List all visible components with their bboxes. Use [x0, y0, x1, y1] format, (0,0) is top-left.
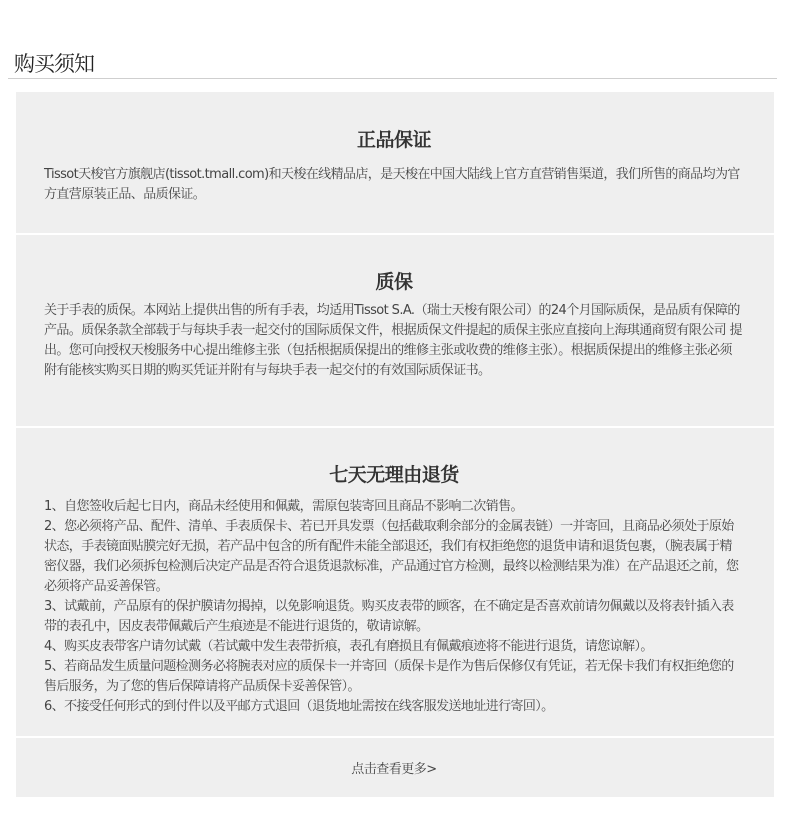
section-body: [44, 497, 744, 717]
view-more-button[interactable]: [16, 738, 774, 797]
return-rule-3: 3、试戴前，产品原有的保护膜请勿揭掉，以免影响退货。购买皮表带的顾客，在不确定是否喜欢前请勿佩戴以及将表针插入表带的表孔中，因皮表带佩戴后产生痕迹是不能进行退货的，敬请谅解。: [44, 599, 734, 634]
section-seven-day-return: [16, 428, 774, 736]
section-body: [44, 301, 744, 381]
paragraph: 关于手表的质保。本网站上提供出售的所有手表，均适用Tissot S.A.（瑞士天梭有限公司）的24个月国际质保，是品质有保障的产品。质保条款全部载于与每块手表一起交付的国际质保文件，根据质保文件提起的质保主张应直接向上海琪通商贸有限公司 提出。您可向授权天梭服务中心提出维修主张（包括根据质保提出的维修主张或收费的维修主张）。根据质保提出的维修主张必须附有能核实购买日期的购买凭证并附有与每块手表一起交付的有效国际质保证书。: [44, 303, 742, 378]
return-rule-2: 2、您必须将产品、配件、清单、手表质保卡、若已开具发票（包括截取剩余部分的金属表链）一并寄回，且商品必须处于原始状态，手表镜面贴膜完好无损，若产品中包含的所有配件未能全部退还，我们有权拒绝您的退货申请和退货包裹，（腕表属于精密仪器，我们必须拆包检测后决定产品是否符合退货退款标准，产品通过官方检测，最终以检测结果为准）在产品退还之前，您必须将产品妥善保管。: [44, 519, 739, 594]
return-rule-5: 5、若商品发生质量问题检测务必将腕表对应的质保卡一并寄回（质保卡是作为售后保修仅有凭证，若无保卡我们有权拒绝您的售后服务，为了您的售后保障请将产品质保卡妥善保管）。: [44, 659, 734, 694]
return-rule-4: 4、购买皮表带客户请勿试戴（若试戴中发生表带折痕，表孔有磨损且有佩戴痕迹将不能进行退货，请您谅解）。: [44, 639, 653, 654]
section-body: [44, 165, 744, 205]
section-title: 正品保证: [356, 129, 431, 151]
paragraph: Tissot天梭官方旗舰店(tissot.tmall.com)和天梭在线精品店，是天梭在中国大陆线上官方直营销售渠道，我们所售的商品均为官方直营原装正品、品质保证。: [44, 167, 740, 202]
return-rule-1: 1、自您签收后起七日内，商品未经使用和佩戴，需原包装寄回且商品不影响二次销售。: [44, 499, 523, 514]
section-title: 七天无理由退货: [329, 464, 459, 486]
return-rule-6: 6、不接受任何形式的到付件以及平邮方式退回（退货地址需按在线客服发送地址进行寄回）。: [44, 699, 554, 714]
section-title: 质保: [375, 271, 413, 293]
page-title: 购买须知: [14, 52, 94, 77]
title-divider: [8, 78, 777, 79]
section-authentic-guarantee: [16, 92, 774, 233]
view-more-link[interactable]: 点击查看更多>: [351, 762, 437, 777]
section-warranty: [16, 235, 774, 426]
